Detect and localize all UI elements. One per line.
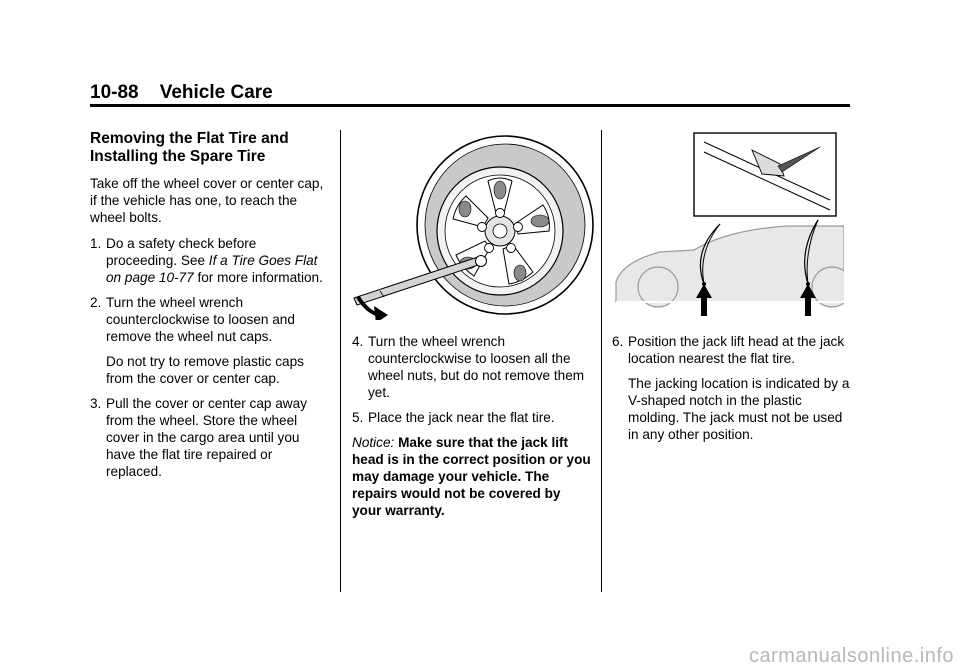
step-2 [90, 294, 330, 345]
section-title: Vehicle Care [159, 82, 273, 103]
step-text: Turn the wheel wrench counterclockwise to loosen and remove the wheel nut caps. [106, 295, 295, 344]
cross-reference-link[interactable]: If a Tire Goes Flat on page 10-77 [106, 253, 318, 285]
column-divider-1 [340, 130, 341, 592]
step-text: Turn the wheel wrench counterclockwise to loosen all the wheel nuts, but do not remove them yet. [368, 334, 585, 400]
intro-paragraph: Take off the wheel cover or center cap, if the vehicle has one, to reach the wheel bolts. [90, 176, 324, 225]
step-2-note: Do not try to remove plastic caps from the cover or center cap. [106, 354, 304, 386]
step-number: 3. [90, 396, 102, 411]
wheel-wrench-illustration [350, 135, 595, 320]
column-1 [90, 130, 330, 488]
column-2 [352, 333, 592, 519]
step-number: 1. [90, 236, 102, 251]
jacking-location-illustration [612, 132, 844, 322]
step-6-note: The jacking location is indicated by a V-shaped notch in the plastic molding. The jack must not be used in any other position. [628, 376, 850, 442]
step-5 [352, 409, 592, 426]
step-text: Place the jack near the flat tire. [368, 410, 555, 425]
step-1 [90, 235, 330, 286]
step-number: 5. [352, 410, 364, 425]
header-rule [90, 104, 850, 107]
step-number: 2. [90, 295, 102, 310]
notice-block [352, 434, 592, 519]
step-text: Position the jack lift head at the jack location nearest the flat tire. [628, 334, 845, 366]
column-3 [612, 333, 854, 451]
subsection-heading [90, 130, 330, 166]
column-divider-2 [601, 130, 602, 592]
page-number: 10-88 [90, 82, 139, 103]
step-4 [352, 333, 592, 401]
page-header [90, 82, 273, 104]
step-number: 4. [352, 334, 364, 349]
step-text: Pull the cover or center cap away from the wheel. Store the wheel cover in the cargo area until you have the flat tire repaired or replaced. [106, 396, 307, 479]
subsection-heading-line2: Installing the Spare Tire [90, 148, 266, 165]
notice-text: Make sure that the jack lift head is in the correct position or you may damage your vehicle. The repairs would not be covered by your warranty. [352, 435, 591, 518]
watermark: carmanualsonline.info [748, 645, 954, 667]
notice-label: Notice: [352, 435, 395, 450]
step-3 [90, 395, 330, 480]
step-number: 6. [612, 334, 624, 349]
step-text: Do a safety check before proceeding. See [106, 236, 257, 268]
subsection-heading-line1: Removing the Flat Tire and [90, 130, 289, 147]
step-text-end: for more information. [193, 270, 323, 285]
step-6 [612, 333, 854, 367]
